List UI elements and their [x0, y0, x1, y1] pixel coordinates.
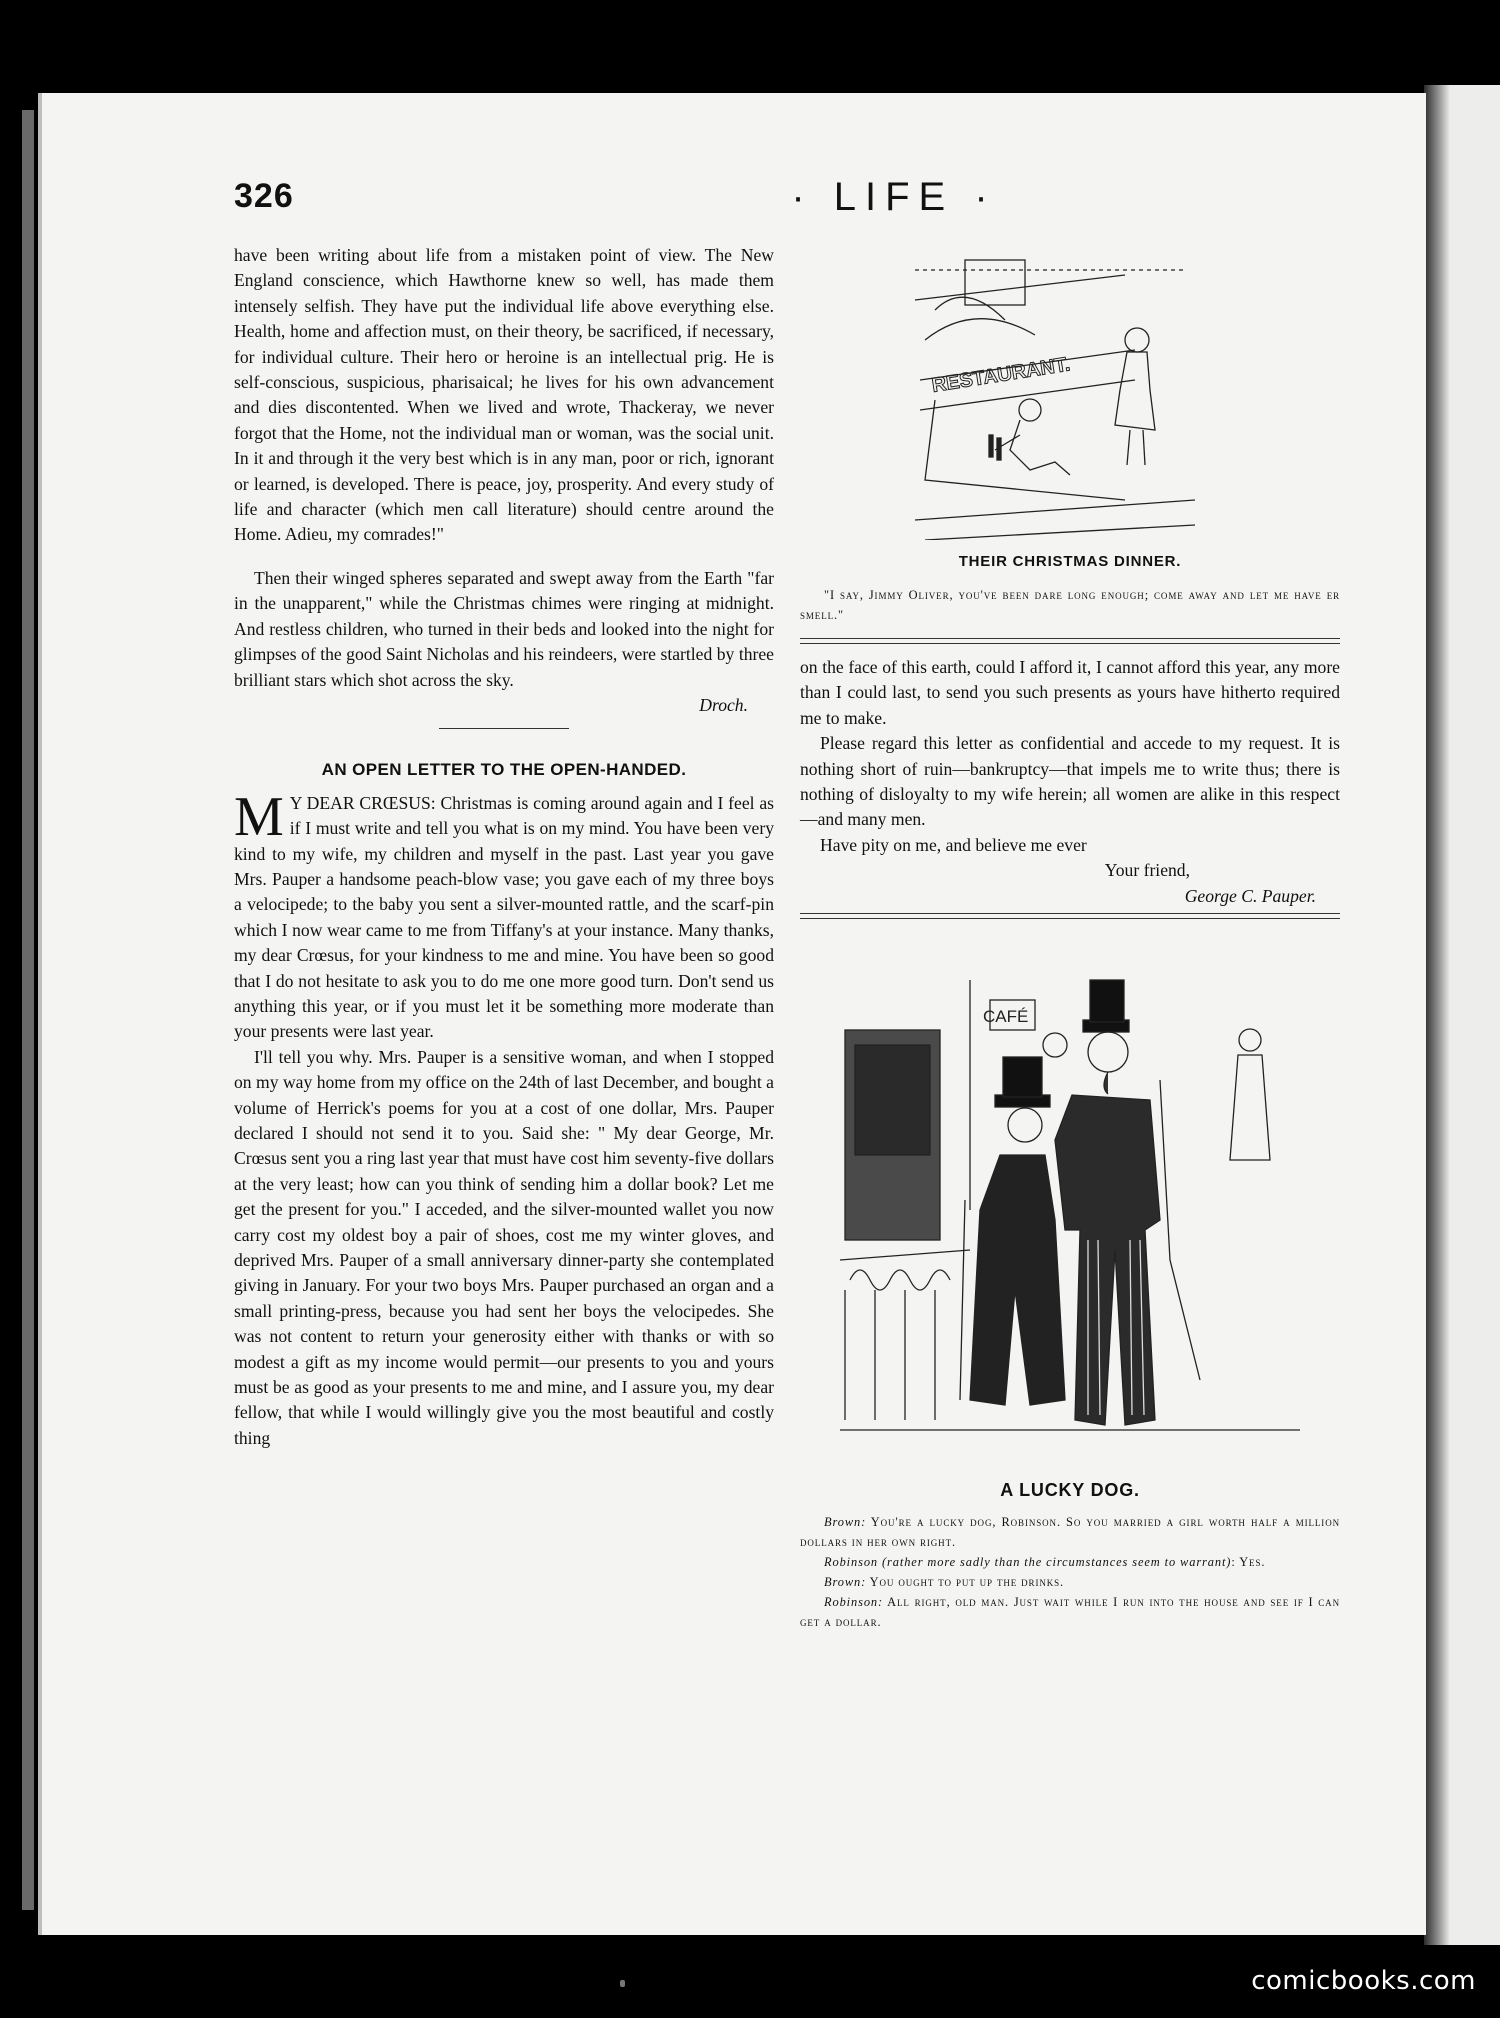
dialogue-text-4: All right, old man. Just wait while I run into the house and see if I can get a dollar. [800, 1595, 1340, 1629]
page-number: 326 [234, 177, 294, 215]
speaker-robinson-2: Robinson: [824, 1595, 884, 1609]
scan-mark [620, 1980, 625, 1987]
dialogue-line-4 [800, 1592, 1340, 1632]
letter-paragraph-5: Have pity on me, and believe me ever [820, 834, 1087, 855]
cartoon2-caption [800, 1512, 1340, 1632]
letter-paragraph-1-text: Y DEAR CRŒSUS: Christmas is coming around again and I feel as if I must write and tell you what is on my mind. You have been very kind to my wife, my children and myself in the past. Last year you gave Mrs. Pauper a handsome peach-blow vase; you gave each of my three boys a velocipede; to the baby you sent a silver-mounted rattle, and the scarf-pin which I now wear came to me from Tiffany's at your instance. Many thanks, my dear Crœsus, for your kindness to me and mine. You have been so good that I do not hesitate to ask you to do me one more good turn. Don't send us anything this year, or if you must let it be something more moderate than your presents were last year. [234, 792, 774, 1042]
stage-direction: (rather more sadly than the circumstances seem to warrant) [882, 1555, 1232, 1569]
watermark: comicbooks.com [1251, 1966, 1476, 1996]
letter-closing: Your friend, [1104, 860, 1190, 881]
cafe-sign: CAFÉ [983, 1007, 1029, 1026]
speaker-brown-2: Brown: [824, 1575, 867, 1589]
article-title: AN OPEN LETTER TO THE OPEN-HANDED. [321, 760, 687, 780]
left-column [234, 243, 774, 1451]
speaker-robinson: Robinson [824, 1555, 879, 1569]
divider-rule-1 [800, 638, 1340, 644]
right-column [800, 655, 1340, 909]
dialogue-text-2: : Yes. [1231, 1555, 1266, 1569]
cartoon-lucky-dog [840, 960, 1300, 1450]
droch-signature: Droch. [699, 694, 748, 715]
cartoon-christmas-dinner [905, 240, 1195, 540]
dropcap: M [234, 785, 284, 848]
masthead: · LIFE · [791, 175, 997, 219]
letter-paragraph-2: I'll tell you why. Mrs. Pauper is a sensitive woman, and when I stopped on my way home from my office on the 24th of last December, and bought a volume of Herrick's poems for you at a cost of one dollar, Mrs. Pauper declared I should not send it to you. Said she: " My dear George, Mr. Crœsus sent you a ring last year that must have cost him seventy-five dollars at the very least; how can you think of sending him a dollar book? Let me get the present for you." I acceded, and the silver-mounted wallet you now carry cost my oldest boy a pair of shoes, cost me my winter gloves, and deprived Mrs. Pauper of a small anniversary dinner-party she contemplated giving in January. For your two boys Mrs. Pauper purchased an organ and a small printing-press, because you had sent her boys the velocipedes. She was not content to return your generosity either with thanks or with so modest a gift as my income would permit—our presents to you and yours must be as good as your presents to me and mine, and I assure you, my dear fellow, that while I would willingly give you the most beautiful and costly thing [234, 1046, 774, 1448]
dialogue-line-1 [800, 1512, 1340, 1552]
cartoon1-caption: "I say, Jimmy Oliver, you've been dare long enough; come away and let me have er smell." [800, 588, 1340, 622]
two-gentlemen-illustration [840, 960, 1300, 1450]
closing-paragraph: Then their winged spheres separated and swept away from the Earth "far in the unapparent," while the Christmas chimes were ringing at midnight. And restless children, who turned in their beds and looked into the night for glimpses of the good Saint Nicholas and his reindeers, were startled by three brilliant stars which shot across the sky. [234, 567, 774, 690]
cartoon2-title: A LUCKY DOG. [1000, 1480, 1140, 1500]
dialogue-text-1: You're a lucky dog, Robinson. So you married a girl worth half a million dollars in her own right. [800, 1515, 1340, 1549]
letter-paragraph-4: Please regard this letter as confidential and accede to my request. It is nothing short of ruin—bankruptcy—that impels me to write thus; there is nothing of disloyalty to my wife herein; all women are alike in this respect—and many men. [800, 733, 1340, 830]
page-header [234, 177, 1340, 227]
letter-paragraph-1 [234, 785, 774, 1045]
restaurant-illustration [905, 240, 1195, 540]
dialogue-line-3 [800, 1572, 1340, 1592]
letter-continued: on the face of this earth, could I afford it, I cannot afford this year, any more than I could last, to send you such presents as yours have hitherto required me to make. [800, 657, 1340, 728]
pauper-signature: George C. Pauper. [1184, 885, 1316, 906]
intro-paragraph: have been writing about life from a mistaken point of view. The New England conscience, which Hawthorne knew so well, has made them intensely selfish. They have put the individual life above everything else. Health, home and affection must, on their theory, be sacrificed, if necessary, for individual culture. Their hero or heroine is an intellectual prig. He is self-conscious, suspicious, pharisaical; he lives for his own advancement and dies discontented. When we lived and wrote, Thackeray, we never forgot that the Home, not the individual man or woman, was the social unit. In it and through it the very best which is in any man, poor or rich, ignorant or learned, is developed. There is peace, joy, prosperity. And every study of life and character (which men call literature) should centre around the Home. Adieu, my comrades!" [234, 245, 774, 545]
restaurant-sign: RESTAURANT. [930, 353, 1072, 397]
section-divider [439, 728, 569, 729]
dialogue-line-2 [800, 1552, 1340, 1572]
page-edge-strip [22, 110, 34, 1910]
cartoon1-title: THEIR CHRISTMAS DINNER. [958, 553, 1182, 570]
divider-rule-2 [800, 913, 1340, 919]
speaker-brown: Brown: [824, 1515, 867, 1529]
dialogue-text-3: You ought to put up the drinks. [869, 1575, 1065, 1589]
gutter-shadow [1424, 85, 1450, 1945]
